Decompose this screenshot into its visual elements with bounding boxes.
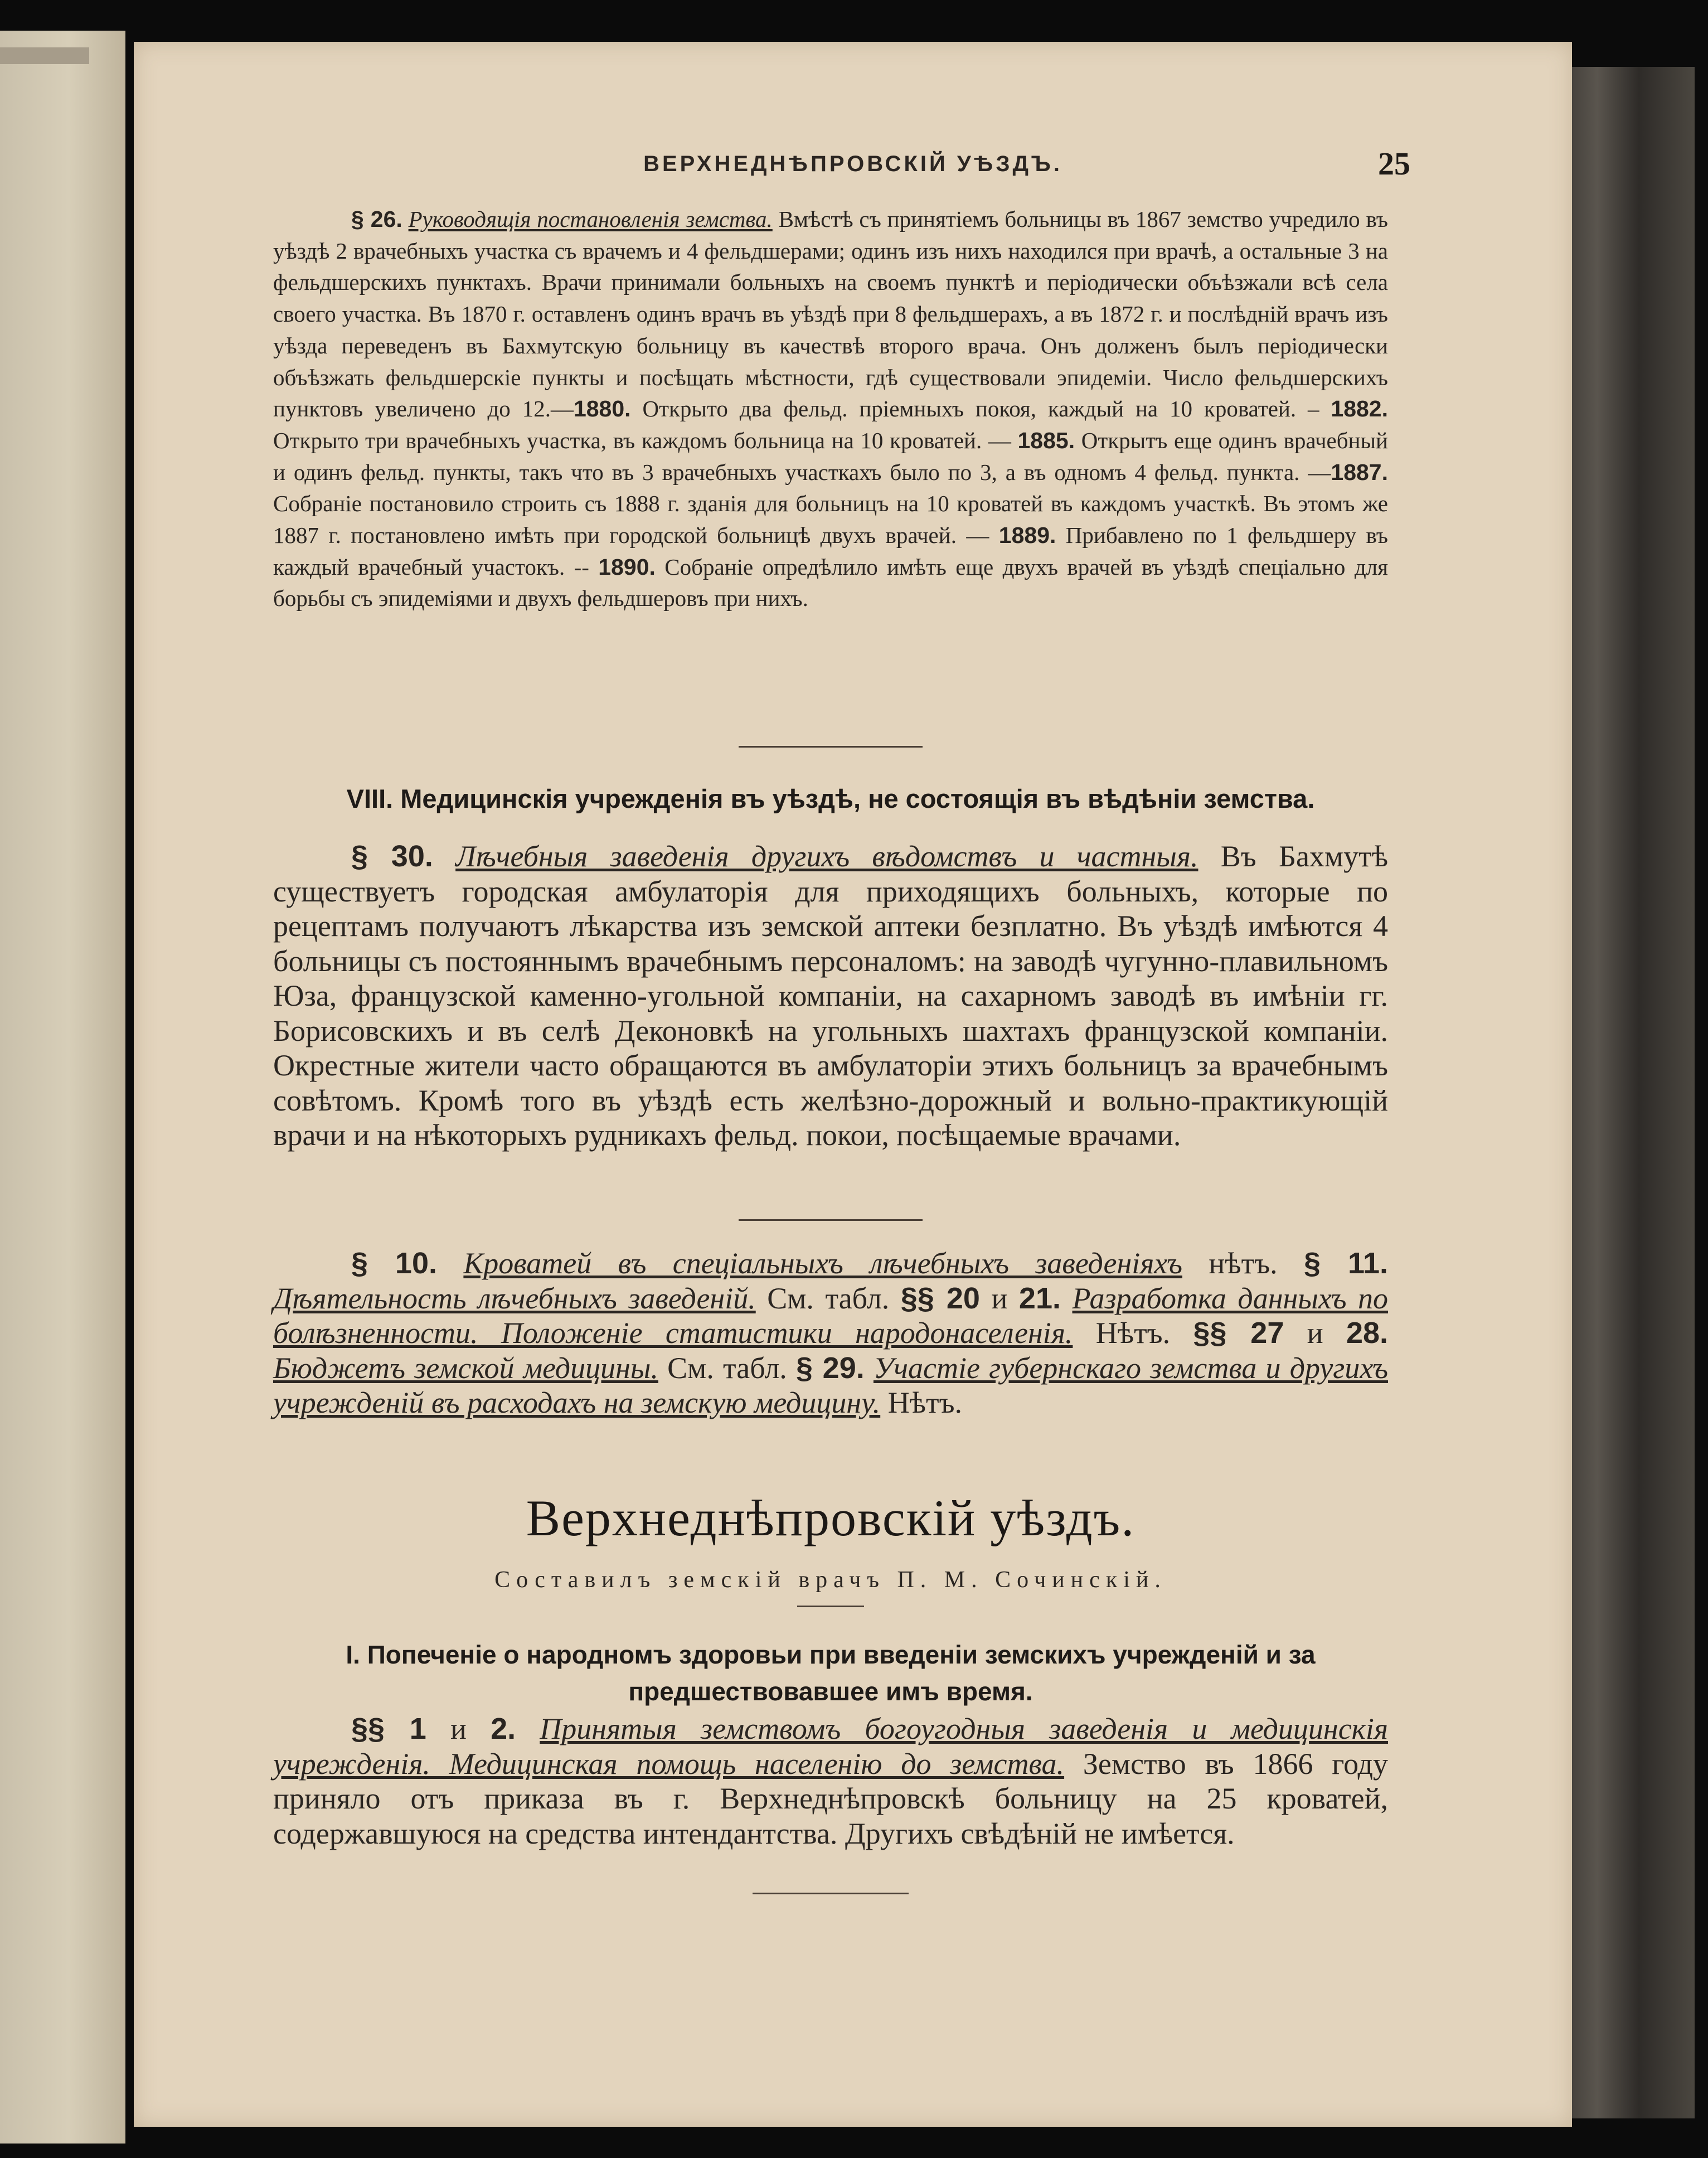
text-1885: Открытъ еще одинъ врачебный и одинъ фельд. пункты, такъ что въ 3 врачебныхъ участкахъ было по 3, а въ одномъ 4 фельд. пункта. — [273,427,1388,485]
text-1889: Прибавлено по 1 фельдшеру въ каждый врачебный участокъ. -- [273,522,1388,580]
section-value: См. табл. [667,1351,787,1385]
section-title: Лѣчебныя заведенія другихъ вѣдомствъ и частныя. [455,840,1198,873]
section-number: §§ 1 [351,1712,426,1745]
paragraph-10-29 [273,1246,1388,1420]
section-heading-viii: VIII. Медицинскія учрежденія въ уѣздѣ, не состоящія въ вѣдѣніи земства. [346,784,1315,813]
paragraph-body: Земство въ 1866 году приняло отъ приказа въ г. Верхнеднѣпровскѣ больницу на 25 кроватей, содержавшуюся на средства интендантства. Другихъ свѣдѣній не имѣется. [273,1747,1388,1850]
section-title: Кроватей въ спеціальныхъ лѣчебныхъ заведеніяхъ [463,1247,1182,1280]
paragraph-body: Въ Бахмутѣ существуетъ городская амбулаторія для приходящихъ больныхъ, которые по рецептамъ получаютъ лѣкарства изъ земской аптеки безплатно. Въ уѣздѣ имѣются 4 больницы съ постояннымъ врачебнымъ персоналомъ: на заводѣ чугунно-плавильномъ Юза, французской каменно-угольной компаніи, на сахарномъ заводѣ въ имѣніи гг. Борисовскихъ и въ селѣ Деконовкѣ на угольныхъ шахтахъ французской компаніи. Окрестные жители часто обращаются въ амбулаторіи этихъ больницъ за врачебнымъ совѣтомъ. Кромѣ того въ уѣздѣ есть желѣзно-дорожный и вольно-практикующій врачи и на нѣкоторыхъ рудникахъ фельд. покои, посѣщаемые врачами. [273,840,1389,1152]
section-value: См. табл. [767,1281,890,1315]
section-number: § 26. [351,206,402,232]
section-number: § 10. [351,1247,437,1280]
section-value: Нѣтъ. [1095,1316,1171,1350]
text-1890: Собраніе опредѣлило имѣть еще двухъ врачей въ уѣздѣ спеціально для борьбы съ эпидеміями и двухъ фельдшеровъ при нихъ. [273,554,1388,612]
section-title: Дѣятельность лѣчебныхъ заведеній. [273,1281,756,1315]
heading-line: предшествовавшее имъ время. [628,1677,1033,1706]
section-title: Принятыя земствомъ богоугодныя заведенія и медицинскія учрежденія. Медицинская помощь населенію до земства. [273,1712,1389,1781]
section-title: Разработка данныхъ по болѣзненности. Положеніе статистики народонаселенія. [273,1281,1389,1350]
divider [739,1219,923,1221]
running-title: ВЕРХНЕДНѢПРОВСКІЙ УѢЗДЪ. [643,152,1062,176]
section-number: 21. [1018,1281,1061,1315]
section-number: 2. [491,1712,516,1745]
compiled-by: Составилъ земскій врачъ П. М. Сочинскій. [494,1567,1167,1593]
divider [797,1606,864,1607]
paragraph-body: Вмѣстѣ съ принятіемъ больницы въ 1867 земство учредило въ уѣздѣ 2 врачебныхъ участка съ врачемъ и 4 фельдшерами; одинъ изъ нихъ находился при врачѣ, а остальные 3 на фельдшерскихъ пунктахъ. Врачи принимали больныхъ на своемъ пунктѣ и періодически объѣзжали всѣ села своего участка. Въ 1870 г. оставленъ одинъ врачъ въ уѣздѣ при 8 фельдшерахъ, а въ 1872 г. и послѣдній врачъ изъ уѣзда переведенъ въ Бахмутскую больницу въ качествѣ второго врача. Онъ долженъ былъ періодически объѣзжать фельдшерскіе пункты и посѣщать мѣстности, гдѣ существовали эпидеміи. Число фельдшерскихъ пунктовъ увеличено до 12.— [273,206,1388,422]
text-1882: Открыто три врачебныхъ участка, въ каждомъ больница на 10 кроватей. — [273,427,1018,453]
year-1890: 1890. [598,554,656,580]
conjunction: и [450,1712,467,1745]
section-number: §§ 20 [900,1281,980,1315]
year-1880: 1880. [573,396,631,422]
left-page-shadow [0,47,89,64]
section-number: 28. [1346,1316,1389,1350]
conjunction: и [1307,1316,1323,1350]
divider [753,1893,909,1894]
page-header [134,145,1572,190]
book-page [134,42,1572,2127]
divider [739,746,923,748]
text-1880: Открыто два фельд. пріемныхъ покоя, каждый на 10 кроватей. – [630,396,1331,422]
section-number: §§ 27 [1193,1316,1284,1350]
paragraph-26 [273,203,1388,614]
heading-line: I. Попеченіе о народномъ здоровьи при введеніи земскихъ учрежденій и за [346,1640,1316,1669]
section-title: Участіе губернскаго земства и другихъ учрежденій въ расходахъ на земскую медицину. [273,1351,1389,1419]
book-binding-edge [1555,67,1695,2118]
year-1889: 1889. [998,522,1056,549]
page-number: 25 [1378,146,1410,182]
district-title: Верхнеднѣпровскій уѣздъ. [526,1490,1136,1546]
paragraph-30 [273,839,1388,1153]
section-title: Бюджетъ земской медицины. [273,1351,658,1385]
left-page-edge [0,31,125,2144]
text-1887: Собраніе постановило строить съ 1888 г. зданія для больницъ на 10 кроватей въ каждомъ участкѣ. Въ этомъ же 1887 г. постановлено имѣть при городской больницѣ двухъ врачей. — [273,491,1388,549]
year-1882: 1882. [1331,396,1388,422]
paragraph-1-2 [273,1711,1388,1851]
section-number: § 29. [795,1351,865,1385]
section-number: § 30. [351,840,433,873]
year-1887: 1887. [1331,459,1388,485]
section-value: Нѣтъ. [887,1386,963,1419]
section-heading-i [273,1636,1388,1710]
year-1885: 1885. [1017,427,1075,453]
conjunction: и [991,1281,1008,1315]
section-value: нѣтъ. [1209,1247,1278,1280]
section-title: Руководящія постановленія земства. [408,206,773,232]
section-number: § 11. [1304,1247,1389,1280]
